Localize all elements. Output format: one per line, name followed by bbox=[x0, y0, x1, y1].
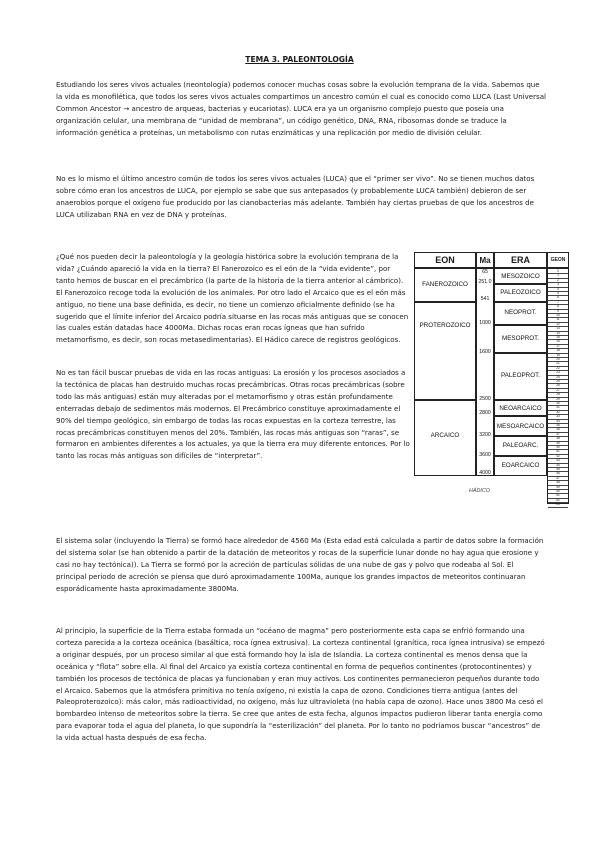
paragraph-early-earth: Al principio, la superficie de la Tierra estaba formada un “océano de magma” pero posteriormente esta capa se enfrió formando una corteza parecida a la corteza oceánica (basáltica, roca ígnea extrusiva). La corteza continental (granítica, roca ígnea intrusiva) se empezó a originar después, por un proceso similar al que está formando hoy la isla de Islandia. La corteza continental es menos densa que la oceánica y “flota” sobre ella. Al final del Arcaico ya existía corteza continental en forma de pequeños continentes (protocontinentes) y también los procesos de tectónica de placas ya funcionaban y eran muy activos. Los continentes permanecieron pequeños durante todo el Arcaico. Sabemos que la atmósfera primitiva no tenía oxígeno, ni existía la capa de ozono. Condiciones tierra antigua (antes del Paleoproterozoico): más calor, más radioactividad, no oxígeno, más luz ultravioleta (no había capa de ozono). Hace unos 3800 Ma cesó el bombardeo intenso de meteoritos sobre la tierra. Se cree que antes de esta fecha, algunos impactos pudieron liberar tanta energía como para evaporar toda el agua del planeta, lo que supondría la “esterilización” del planeta. Por lo tanto no podríamos buscar “ancestros” de la vida actual hasta después de esa fecha. bbox=[56, 626, 545, 743]
page-title: TEMA 3. PALEONTOLOGÍA bbox=[245, 55, 354, 64]
geon-cell: 12 bbox=[548, 322, 568, 327]
geon-cell: 37 bbox=[548, 432, 568, 437]
geon-cell: 30 bbox=[548, 401, 568, 406]
eon-proterozoic-box bbox=[414, 302, 476, 400]
era-neoarchean-label: NEOARCAICO bbox=[499, 405, 542, 412]
geon-cell: 42 bbox=[548, 454, 568, 459]
geon-cell: 48 bbox=[548, 480, 568, 485]
geon-cell: 43 bbox=[548, 458, 568, 463]
era-mesoarchean-label: MESOARCAICO bbox=[496, 423, 545, 430]
era-paleozoic-label: PALEOZOICO bbox=[500, 289, 541, 296]
geon-cell: 53 bbox=[548, 502, 568, 507]
eon-header: EON bbox=[414, 252, 476, 268]
paragraph-solar-system: El sistema solar (incluyendo la Tierra) se formó hace alrededor de 4560 Ma (Esta edad está calculada a partir de datos sobre la formación del sistema solar (se han obtenido a partir de la datación de meteoritos y rocas de la superficie lunar donde no hay agua que erosione y casi no hay tectónica)). La Tierra se formó por la acreción de partículas sólidas de una nube de gas y polvo que rodeaba al Sol. El principal periodo de acreción se piensa que duró aproximadamente 100Ma, aunque los grandes impactos de meteoritos continuaran esporádicamente hasta aproximadamente 3800Ma. bbox=[56, 536, 544, 593]
paragraph-ancestors: No es lo mismo el último ancestro común de todos los seres vivos actuales (LUCA) que el “primer ser vivo”. No se tienen muchos datos sobre cómo eran los ancestros de LUCA, por ejemplo se sabe que sus antepasados (y probablemente LUCA también) debieron de ser anaerobios porque el oxígeno fue producido por las cianobacterias más adelante. También hay ciertas pruebas de que los ancestros de LUCA utilizaban RNA en vez de DNA y proteínas. bbox=[56, 174, 535, 219]
ma-label-2800: 2800 bbox=[479, 410, 491, 416]
geon-cell: 24 bbox=[548, 375, 568, 380]
era-eoarchean-label: EOARCAICO bbox=[501, 462, 540, 469]
geon-cell: 49 bbox=[548, 485, 568, 490]
geon-cell: 1 bbox=[548, 273, 568, 278]
geon-cell: 34 bbox=[548, 419, 568, 424]
geon-cell: 26 bbox=[548, 383, 568, 388]
geon-cell: 27 bbox=[548, 388, 568, 393]
geon-cell: 16 bbox=[548, 339, 568, 344]
geon-cell: 51 bbox=[548, 493, 568, 498]
ma-header: Ma bbox=[476, 252, 494, 268]
geon-cell: 18 bbox=[548, 348, 568, 353]
geon-cell: 21 bbox=[548, 361, 568, 366]
ma-label-3600: 3600 bbox=[479, 452, 491, 458]
geon-cell: 13 bbox=[548, 326, 568, 331]
geon-cell: 3 bbox=[548, 282, 568, 287]
geon-column bbox=[547, 268, 569, 507]
geon-cell: 7 bbox=[548, 300, 568, 305]
geon-cell: 35 bbox=[548, 423, 568, 428]
geon-cell: 52 bbox=[548, 498, 568, 503]
geon-cell: 10 bbox=[548, 313, 568, 318]
geon-cell: 28 bbox=[548, 392, 568, 397]
geon-cell: 25 bbox=[548, 379, 568, 384]
paragraph-luca: Estudiando los seres vivos actuales (neontología) podemos conocer muchas cosas sobre la evolución temprana de la vida. Sabemos que la vida es monofilética, que todos los seres vivos actuales compartimos un ancestro común el cual es conocido como LUCA (Last Universal Common Ancestor → ancestro de arqueas, bacterias y eucariotas). LUCA era ya un organismo complejo puesto que poseía una organización celular, una membrana de “unidad de membrana”, un código genético, DNA, RNA, ribosomas donde se traduce la información genética a proteínas, un metabolismo con rutas enzimáticas y una replicación por medio de división celular. bbox=[56, 80, 546, 137]
paragraph-paleontology: ¿Qué nos pueden decir la paleontología y la geología histórica sobre la evolución temprana de la vida? ¿Cuándo apareció la vida en la tierra? El Fanerozoico es el eón de la “vida evidente”, por tanto hemos de buscar en el precámbrico (la parte de la historia de la tierra anterior al cámbrico). El Fanerozoico recoge toda la evolución de los animales. Por otro lado el Arcaico que es el eón más antiguo, no tiene una base definida, es decir, no tiene un comienzo oficialmente definido (se ha sugerido que el límite inferior del Arcaico podría situarse en las rocas más antiguas que se conocen las cuales están datadas hace 4000Ma. Dichas rocas eran rocas ígneas que han sufrido metamorfismo, es decir, son rocas metasedimentarias). El Hádico carece de registros geológicos. bbox=[56, 252, 409, 345]
geon-cell: 19 bbox=[548, 353, 568, 358]
geon-cell: 17 bbox=[548, 344, 568, 349]
geon-cell: 32 bbox=[548, 410, 568, 415]
geon-cell: 5 bbox=[548, 291, 568, 296]
eon-archean-label: ARCAICO bbox=[430, 432, 460, 439]
geon-cell: 44 bbox=[548, 463, 568, 468]
geon-cell: 45 bbox=[548, 467, 568, 472]
geon-cell: 31 bbox=[548, 405, 568, 410]
geon-cell: 0 bbox=[548, 269, 568, 274]
geon-cell: 20 bbox=[548, 357, 568, 362]
geologic-timescale-figure bbox=[414, 252, 582, 507]
geon-cell: 46 bbox=[548, 471, 568, 476]
geon-cell: 38 bbox=[548, 436, 568, 441]
geon-cell: 23 bbox=[548, 370, 568, 375]
eon-phanerozoic-label: FANEROZOICO bbox=[422, 281, 468, 288]
era-mesoproterozoic-label: MESOPROT. bbox=[501, 335, 540, 342]
geon-cell: 36 bbox=[548, 427, 568, 432]
geon-cell: 47 bbox=[548, 476, 568, 481]
geon-cell: 6 bbox=[548, 295, 568, 300]
geon-cell: 40 bbox=[548, 445, 568, 450]
geon-cell: 15 bbox=[548, 335, 568, 340]
geon-cell: 41 bbox=[548, 449, 568, 454]
hadean-label: HÁDICO bbox=[469, 488, 490, 494]
geon-cell: 22 bbox=[548, 366, 568, 371]
ma-label-251: 251.0 bbox=[478, 279, 492, 285]
geon-header: GEON bbox=[547, 252, 569, 268]
era-mesozoic-label: MESOZOICO bbox=[501, 273, 540, 280]
geon-cell: 39 bbox=[548, 441, 568, 446]
geon-cell: 8 bbox=[548, 304, 568, 309]
era-paleoarchean-label: PALEOARC. bbox=[502, 442, 539, 449]
geon-cell: 50 bbox=[548, 489, 568, 494]
geon-cell: 4 bbox=[548, 287, 568, 292]
eon-proterozoic-label: PROTEROZOICO bbox=[419, 322, 471, 329]
era-neoproterozoic-label: NEOPROT. bbox=[504, 309, 537, 316]
ma-label-4000: 4000 bbox=[479, 470, 491, 476]
ma-label-1600: 1600 bbox=[479, 349, 491, 355]
geon-cell: 2 bbox=[548, 278, 568, 283]
geon-cell: 14 bbox=[548, 331, 568, 336]
geon-cell: 9 bbox=[548, 309, 568, 314]
ma-label-2500: 2500 bbox=[479, 396, 491, 402]
paragraph-ancient-rocks: No es tan fácil buscar pruebas de vida en las rocas antiguas: La erosión y los procesos asociados a la tectónica de placas han destruido muchas rocas precámbricas. Otras rocas precámbricas (sobre todo las más antiguas) están muy alteradas por el metamorfismo y otras están profundamente enterradas debajo de sedimentos más modernos. El Precámbrico constituye aproximadamente el 90% del tiempo geológico, sin embargo de todas las rocas expuestas en la corteza terrestre, las rocas precámbricas constituyen menos del 20%. También, las rocas más antiguas son “raras”, se formaron en ambientes diferentes a los actuales, ya que la tierra era muy diferente entonces. Por lo tanto las rocas más antiguas son difíciles de “interpretar”. bbox=[56, 368, 410, 461]
geon-cell: 29 bbox=[548, 397, 568, 402]
ma-label-65: 65 bbox=[482, 269, 488, 275]
ma-label-1000: 1000 bbox=[479, 320, 491, 326]
geon-cell: 33 bbox=[548, 414, 568, 419]
geon-cell: 11 bbox=[548, 317, 568, 322]
era-paleoproterozoic-label: PALEOPROT. bbox=[500, 372, 541, 379]
ma-label-541: 541 bbox=[480, 296, 490, 302]
ma-label-3200: 3200 bbox=[479, 432, 491, 438]
era-header: ERA bbox=[494, 252, 547, 268]
